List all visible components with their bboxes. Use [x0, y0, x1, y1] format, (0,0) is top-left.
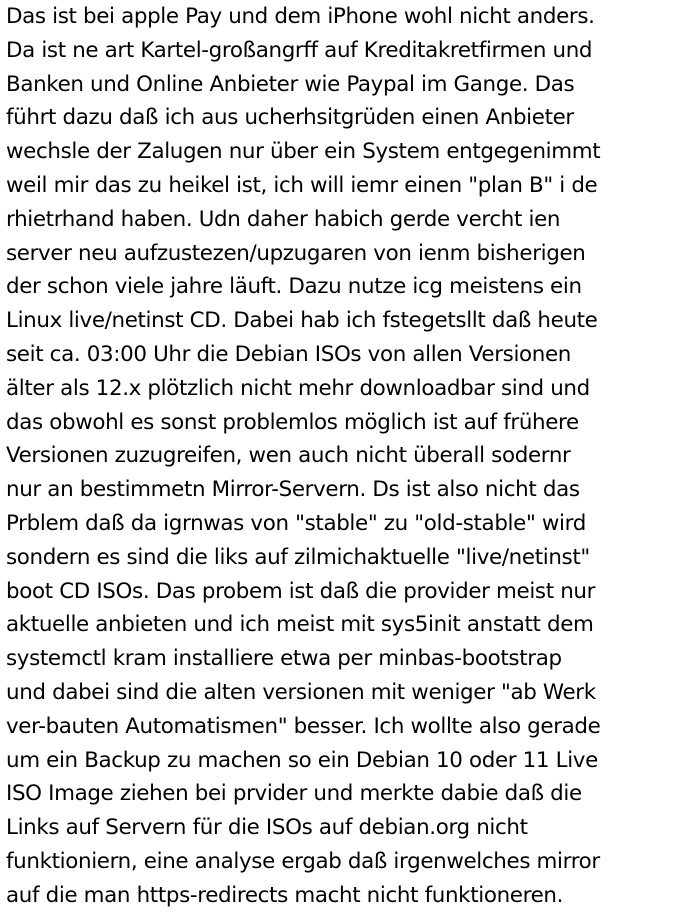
text-line: Linux live/netinst CD. Dabei hab ich fstegetsllt daß heute: [6, 308, 598, 334]
text-line: Versionen zuzugreifen, wen auch nicht überall sodernr: [6, 443, 571, 469]
text-line: sondern es sind die liks auf zilmichaktuelle "live/netinst": [6, 544, 590, 570]
document-body: [6, 0, 682, 913]
text-line: und dabei sind die alten versionen mit weniger "ab Werk: [6, 679, 596, 705]
text-line: seit ca. 03:00 Uhr die Debian ISOs von allen Versionen: [6, 341, 572, 367]
text-line: wechsle der Zalugen nur über ein System entgegenimmt: [6, 139, 601, 165]
text-line: funktioniern, eine analyse ergab daß irgenwelches mirror: [6, 848, 600, 874]
text-line: ver-bauten Automatismen" besser. Ich wollte also gerade: [6, 713, 601, 739]
text-line: Da ist ne art Kartel-großangrff auf Kreditakretfirmen und: [6, 37, 593, 63]
text-line: rhietrhand haben. Udn daher habich gerde vercht ien: [6, 206, 561, 232]
text-line: weil mir das zu heikel ist, ich will iemr einen "plan B" i de: [6, 172, 598, 198]
text-line: Links auf Servern für die ISOs auf debian.org nicht: [6, 815, 528, 841]
text-line: server neu aufzustezen/upzugaren von ienm bisherigen: [6, 240, 586, 266]
text-line: führt dazu daß ich aus ucherhsitgrüden einen Anbieter: [6, 105, 574, 131]
text-line: ISO Image ziehen bei prvider und merkte dabie daß die: [6, 781, 582, 807]
text-line: auf die man https-redirects macht nicht funktioneren.: [6, 882, 564, 908]
text-line: Banken und Online Anbieter wie Paypal im Gange. Das: [6, 71, 575, 97]
text-line: das obwohl es sonst problemlos möglich ist auf frühere: [6, 409, 579, 435]
text-line: nur an bestimmetn Mirror-Servern. Ds ist also nicht das: [6, 477, 580, 503]
text-line: der schon viele jahre läuft. Dazu nutze icg meistens ein: [6, 274, 582, 300]
text-line: aktuelle anbieten und ich meist mit sys5init anstatt dem: [6, 612, 594, 638]
text-line: Prblem daß da igrnwas von "stable" zu "old-stable" wird: [6, 510, 586, 536]
text-line: boot CD ISOs. Das probem ist daß die provider meist nur: [6, 578, 596, 604]
text-line: systemctl kram installiere etwa per minbas-bootstrap: [6, 646, 562, 672]
text-line: älter als 12.x plötzlich nicht mehr downloadbar sind und: [6, 375, 590, 401]
text-line: um ein Backup zu machen so ein Debian 10 oder 11 Live: [6, 747, 598, 773]
text-line: Das ist bei apple Pay und dem iPhone wohl nicht anders.: [6, 4, 595, 29]
